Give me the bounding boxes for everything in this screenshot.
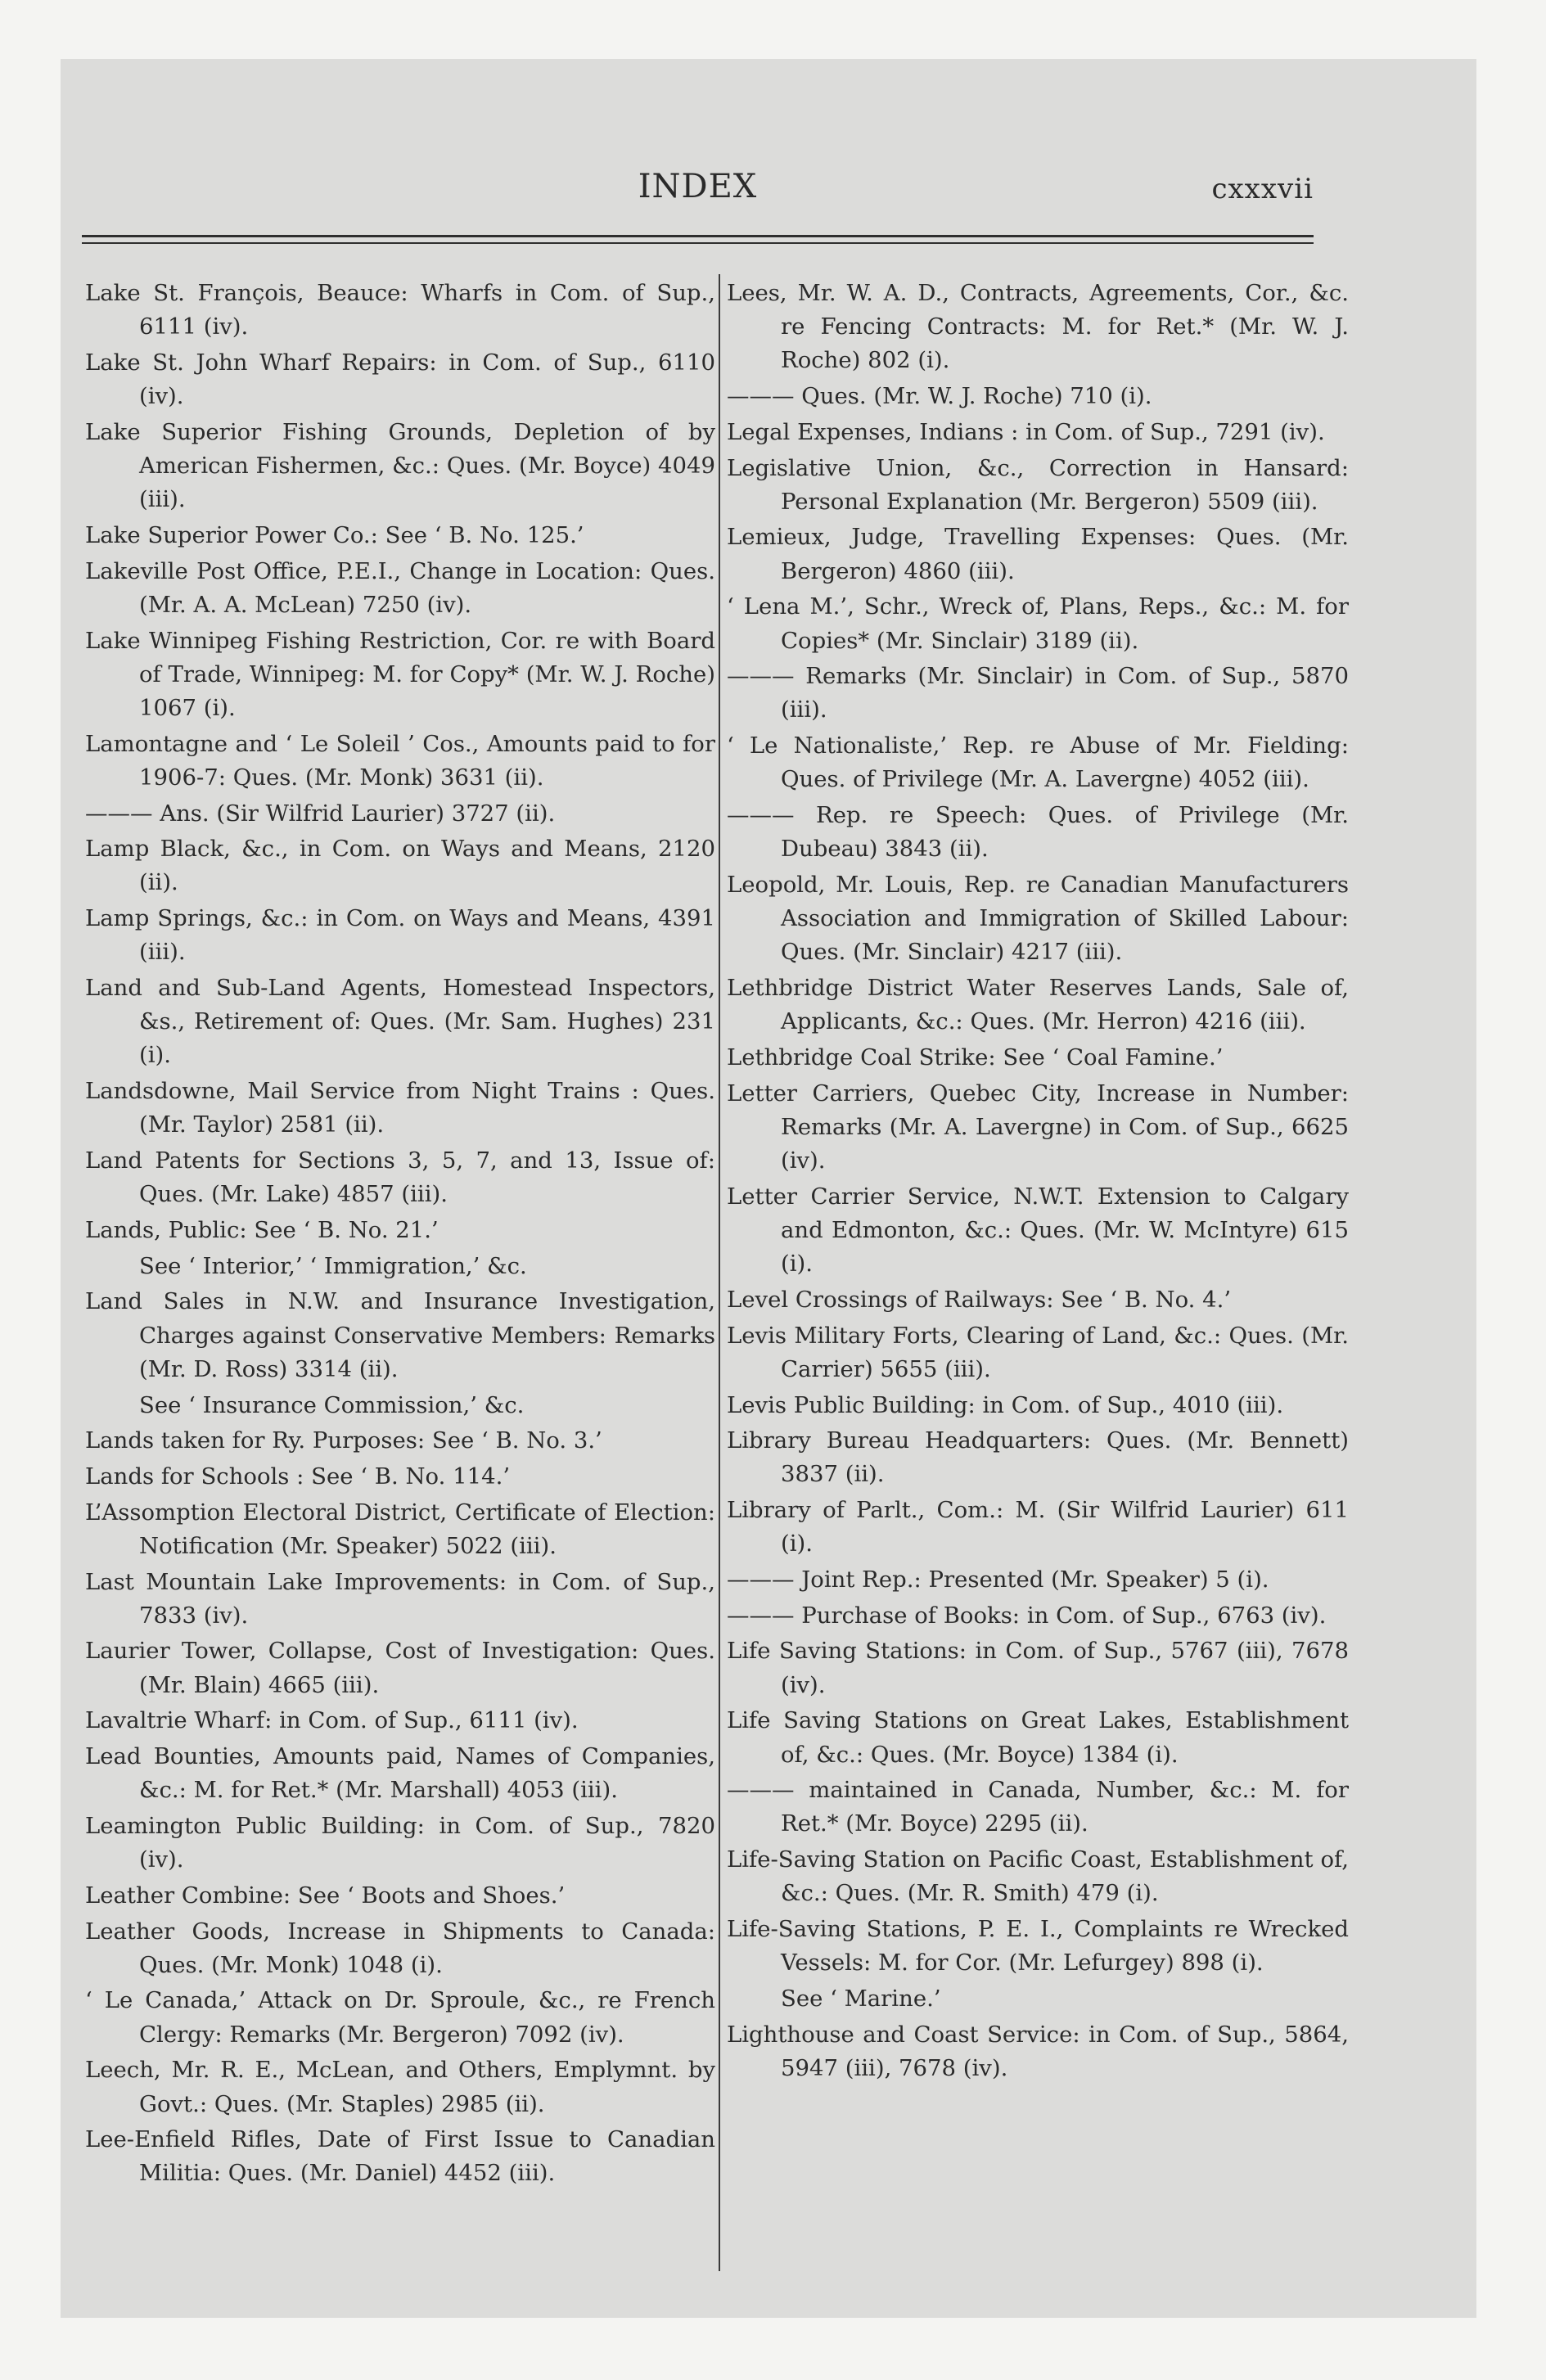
index-entry: Lamp Springs, &c.: in Com. on Ways and Means, 4391 (iii).: [85, 905, 715, 966]
header-rule-thick: [82, 235, 1314, 237]
index-subentry: See ‘ Marine.’: [781, 1985, 941, 2012]
index-entry: Lake Winnipeg Fishing Restriction, Cor. re with Board of Trade, Winnipeg: M. for Copy* (Mr. W. J. Roche) 1067 (i).: [85, 627, 715, 721]
index-entry: Lethbridge District Water Reserves Lands, Sale of, Applicants, &c.: Ques. (Mr. Herron) 4216 (iii).: [727, 975, 1349, 1035]
index-entry: Leamington Public Building: in Com. of Sup., 7820 (iv).: [85, 1812, 715, 1873]
index-entry: Letter Carrier Service, N.W.T. Extension to Calgary and Edmonton, &c.: Ques. (Mr. W. McIntyre) 615 (i).: [727, 1183, 1349, 1278]
index-entry: Lighthouse and Coast Service: in Com. of Sup., 5864, 5947 (iii), 7678 (iv).: [727, 2021, 1349, 2081]
index-subentry: See ‘ Insurance Commission,’ &c.: [139, 1391, 525, 1418]
index-entry: Lands for Schools : See ‘ B. No. 114.’: [85, 1463, 511, 1490]
index-entry: Leather Goods, Increase in Shipments to Canada: Ques. (Mr. Monk) 1048 (i).: [85, 1918, 715, 1978]
page-header: [82, 168, 1314, 209]
index-entry: Lake Superior Fishing Grounds, Depletion of by American Fishermen, &c.: Ques. (Mr. Boyce) 4049 (iii).: [85, 418, 715, 513]
index-entry: Land and Sub-Land Agents, Homestead Inspectors, &s., Retirement of: Ques. (Mr. Sam. Hughes) 231 (i).: [85, 975, 715, 1069]
index-entry: Legal Expenses, Indians : in Com. of Sup., 7291 (iv).: [727, 418, 1325, 445]
index-entry: Life Saving Stations: in Com. of Sup., 5767 (iii), 7678 (iv).: [727, 1638, 1349, 1698]
index-entry: Letter Carriers, Quebec City, Increase in Number: Remarks (Mr. A. Lavergne) in Com. of Sup., 6625 (iv).: [727, 1080, 1349, 1174]
index-entry: L’Assomption Electoral District, Certificate of Election: Notification (Mr. Speaker) 5022 (iii).: [85, 1499, 715, 1559]
index-entry: ——— Ques. (Mr. W. J. Roche) 710 (i).: [727, 383, 1152, 410]
index-entry: Landsdowne, Mail Service from Night Trains : Ques. (Mr. Taylor) 2581 (ii).: [85, 1078, 715, 1138]
index-entry: Life-Saving Stations, P. E. I., Complaints re Wrecked Vessels: M. for Cor. (Mr. Lefurgey) 898 (i).: [727, 1916, 1349, 1977]
index-entry: Lamp Black, &c., in Com. on Ways and Means, 2120 (ii).: [85, 836, 715, 896]
index-entry: Lavaltrie Wharf: in Com. of Sup., 6111 (iv).: [85, 1707, 579, 1734]
index-entry: Library of Parlt., Com.: M. (Sir Wilfrid Laurier) 611 (i).: [727, 1497, 1349, 1557]
index-entry: Lake St. François, Beauce: Wharfs in Com. of Sup., 6111 (iv).: [85, 280, 715, 340]
index-entry: Lands, Public: See ‘ B. No. 21.’: [85, 1216, 439, 1243]
page-number: cxxxvii: [1211, 173, 1314, 205]
index-entry: Lamontagne and ‘ Le Soleil ’ Cos., Amounts paid to for 1906-7: Ques. (Mr. Monk) 3631 (ii).: [85, 730, 715, 791]
index-entry: Lemieux, Judge, Travelling Expenses: Ques. (Mr. Bergeron) 4860 (iii).: [727, 524, 1349, 584]
index-entry: Library Bureau Headquarters: Ques. (Mr. Bennett) 3837 (ii).: [727, 1427, 1349, 1488]
index-entry: ——— Ans. (Sir Wilfrid Laurier) 3727 (ii).: [85, 800, 556, 827]
index-entry: Life-Saving Station on Pacific Coast, Establishment of, &c.: Ques. (Mr. R. Smith) 479 (i).: [727, 1846, 1349, 1907]
index-entry: Laurier Tower, Collapse, Cost of Investigation: Ques. (Mr. Blain) 4665 (iii).: [85, 1638, 715, 1698]
header-rule-thin: [82, 242, 1314, 244]
page-title: INDEX: [638, 168, 758, 205]
index-entry: Levis Military Forts, Clearing of Land, &c.: Ques. (Mr. Carrier) 5655 (iii).: [727, 1322, 1349, 1382]
index-entry: Lee-Enfield Rifles, Date of First Issue to Canadian Militia: Ques. (Mr. Daniel) 4452 (iii).: [85, 2126, 715, 2187]
left-column: [85, 277, 715, 2193]
index-entry: Lees, Mr. W. A. D., Contracts, Agreements, Cor., &c. re Fencing Contracts: M. for Ret.* (Mr. W. J. Roche) 802 (i).: [727, 280, 1349, 374]
index-entry: Lake Superior Power Co.: See ‘ B. No. 125.’: [85, 521, 584, 548]
index-entry: Lethbridge Coal Strike: See ‘ Coal Famine.’: [727, 1044, 1224, 1071]
index-entry: Life Saving Stations on Great Lakes, Establishment of, &c.: Ques. (Mr. Boyce) 1384 (i).: [727, 1707, 1349, 1768]
column-divider: [719, 274, 720, 2271]
index-entry: Leech, Mr. R. E., McLean, and Others, Emplymnt. by Govt.: Ques. (Mr. Staples) 2985 (ii).: [85, 2057, 715, 2117]
index-entry: ‘ Le Nationaliste,’ Rep. re Abuse of Mr. Fielding: Ques. of Privilege (Mr. A. Lavergne) 4052 (iii).: [727, 732, 1349, 793]
index-entry: Legislative Union, &c., Correction in Hansard: Personal Explanation (Mr. Bergeron) 5509 (iii).: [727, 454, 1349, 515]
index-entry: ‘ Le Canada,’ Attack on Dr. Sproule, &c., re French Clergy: Remarks (Mr. Bergeron) 7092 (iv).: [85, 1987, 715, 2048]
index-entry: Land Sales in N.W. and Insurance Investigation, Charges against Conservative Members: Remarks (Mr. D. Ross) 3314 (ii).: [85, 1288, 715, 1382]
index-entry: Last Mountain Lake Improvements: in Com. of Sup., 7833 (iv).: [85, 1568, 715, 1629]
index-entry: ——— Remarks (Mr. Sinclair) in Com. of Sup., 5870 (iii).: [727, 663, 1349, 723]
index-entry: Leather Combine: See ‘ Boots and Shoes.’: [85, 1882, 566, 1909]
index-subentry: See ‘ Interior,’ ‘ Immigration,’ &c.: [139, 1252, 527, 1279]
index-entry: ——— Rep. re Speech: Ques. of Privilege (Mr. Dubeau) 3843 (ii).: [727, 802, 1349, 863]
index-entry: Lake St. John Wharf Repairs: in Com. of Sup., 6110 (iv).: [85, 349, 715, 410]
index-entry: ——— maintained in Canada, Number, &c.: M. for Ret.* (Mr. Boyce) 2295 (ii).: [727, 1777, 1349, 1837]
index-entry: Leopold, Mr. Louis, Rep. re Canadian Manufacturers Association and Immigration of Skilled Labour: Ques. (Mr. Sinclair) 4217 (iii).: [727, 871, 1349, 966]
index-entry: ‘ Lena M.’, Schr., Wreck of, Plans, Reps., &c.: M. for Copies* (Mr. Sinclair) 3189 (ii).: [727, 593, 1349, 654]
index-entry: Lead Bounties, Amounts paid, Names of Companies, &c.: M. for Ret.* (Mr. Marshall) 4053 (iii).: [85, 1743, 715, 1804]
index-entry: Land Patents for Sections 3, 5, 7, and 13, Issue of: Ques. (Mr. Lake) 4857 (iii).: [85, 1147, 715, 1208]
right-column: [727, 277, 1349, 2088]
index-entry: Lands taken for Ry. Purposes: See ‘ B. No. 3.’: [85, 1427, 602, 1454]
index-entry: ——— Joint Rep.: Presented (Mr. Speaker) 5 (i).: [727, 1566, 1269, 1593]
index-entry: Level Crossings of Railways: See ‘ B. No. 4.’: [727, 1286, 1232, 1313]
index-entry: ——— Purchase of Books: in Com. of Sup., 6763 (iv).: [727, 1602, 1327, 1629]
index-entry: Lakeville Post Office, P.E.I., Change in Location: Ques. (Mr. A. A. McLean) 7250 (iv).: [85, 557, 715, 618]
index-entry: Levis Public Building: in Com. of Sup., 4010 (iii).: [727, 1391, 1284, 1418]
